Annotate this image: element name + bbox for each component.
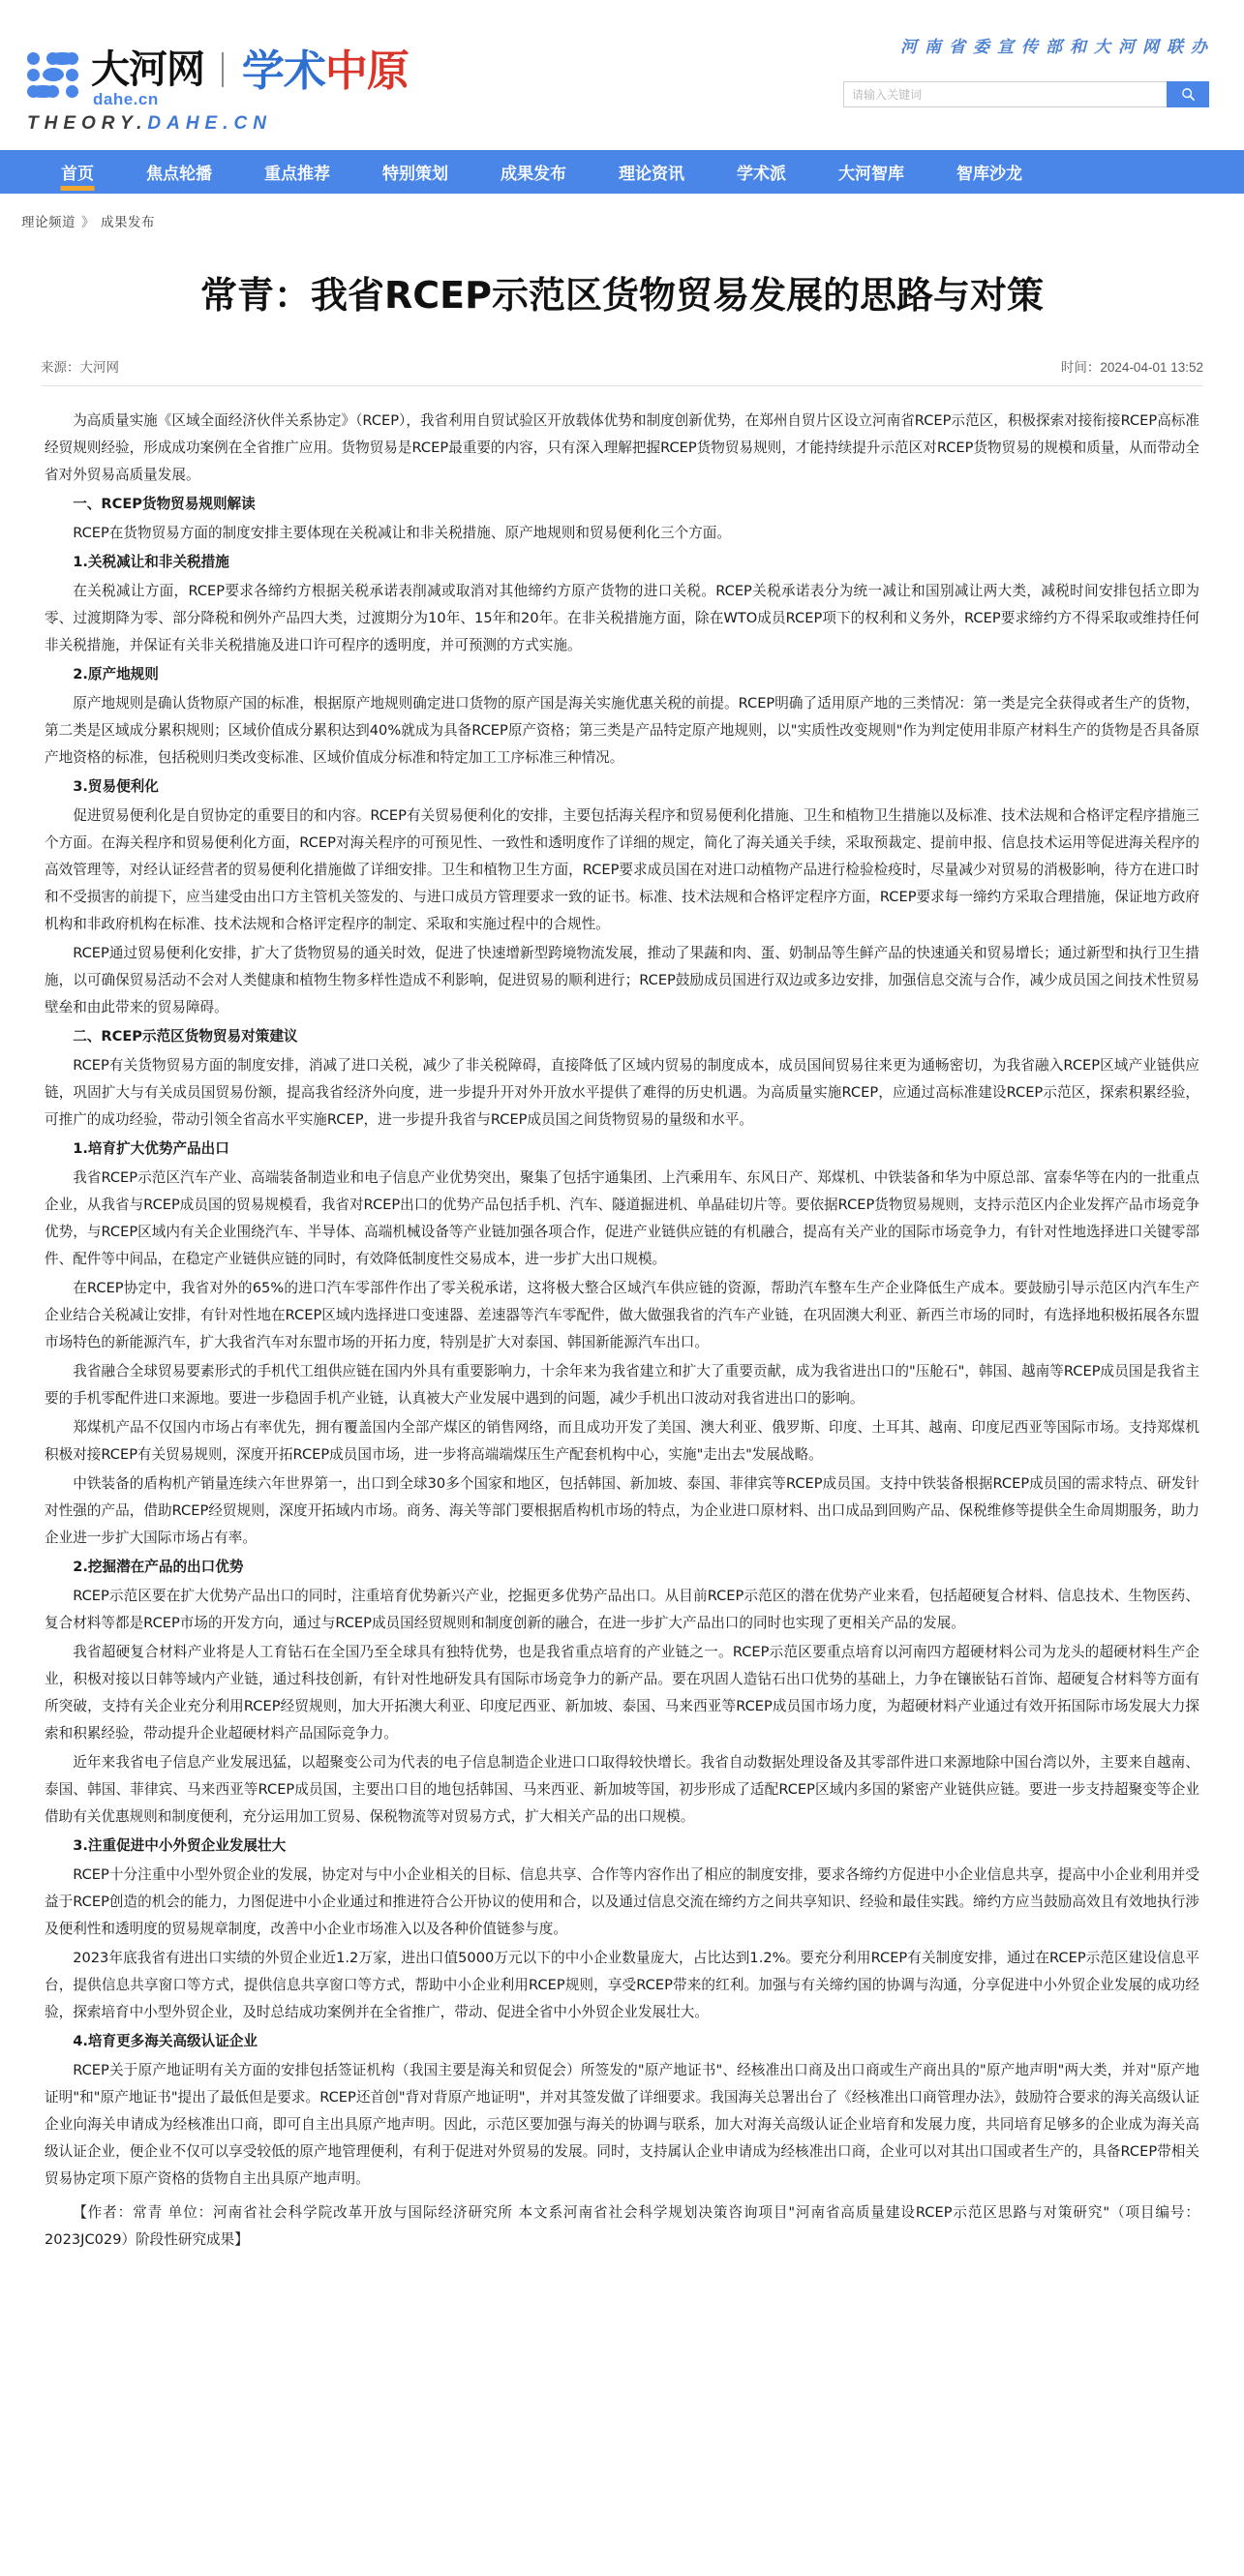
search-icon <box>1181 87 1196 102</box>
article-paragraph-6: 原产地规则是确认货物原产国的标准，根据原产地规则确定进口货物的原产国是海关实施优惠关税的前提。RCEP明确了适用原产地的三类情况：第一类是完全获得或者生产的货物，第二类是区域成分累积规则；区域价值成分累积达到40%就成为具备RCEP原产资格；第三类是产品特定原产地规则，以"实质性改变规则"作为判定使用非原产材料生产的货物是否具备原产地资格的标准，包括税则归类改变标准、区域价值成分标准和特定加工工序标准三种情况。 <box>45 694 1199 766</box>
article-paragraph-23: RCEP十分注重中小型外贸企业的发展，协定对与中小企业相关的目标、信息共享、合作等内容作出了相应的制度安排，要求各缔约方促进中小企业信息共享，提高中小企业利用并受益于RCEP创造的机会的能力，力图促进中小企业通过和推进符合公开协议的使用和合，以及通过信息交流在缔约方之间共享知识、经验和最佳实践。缔约方应当鼓励高效且有效地执行涉及便利性和透明度的贸易规章制度，改善中小企业市场准入以及各种价值链参与度。 <box>45 1866 1199 1938</box>
article-paragraph-13: 我省RCEP示范区汽车产业、高端装备制造业和电子信息产业优势突出，聚集了包括宇通集团、上汽乘用车、东风日产、郑煤机、中铁装备和华为中原总部、富泰华等在内的一批重点企业，从我省与RCEP成员国的贸易规模看，我省对RCEP出口的优势产品包括手机、汽车、隧道掘进机、单晶硅切片等。要依据RCEP货物贸易规则，支持示范区内企业发挥产品市场竞争优势，与RCEP区域内有关企业围绕汽车、半导体、高端机械设备等产业链加强各项合作，促进产业链供应链的有机融合，提高有关产业的国际市场竞争力，有针对性地选择进口关键零部件、配件等中间品，在稳定产业链供应链的同时，有效降低制度性交易成本，进一步扩大出口规模。 <box>45 1168 1199 1267</box>
site-header <box>0 0 1244 150</box>
article-paragraph-18: 2.挖掘潜在产品的出口优势 <box>73 1559 244 1576</box>
brand-subbrand <box>241 46 409 96</box>
article-paragraph-15: 我省融合全球贸易要素形式的手机代工组供应链在国内外具有重要影响力，十余年来为我省建立和扩大了重要贡献，成为我省进出口的"压舱石"，韩国、越南等RCEP成员国是我省主要的手机零配件进口来源地。要进一步稳固手机产业链，认真被大产业发展中遇到的问题，减少手机出口波动对我省进出口的影响。 <box>45 1363 1199 1408</box>
nav-item-2[interactable] <box>238 150 356 194</box>
nav-item-label: 学术派 <box>737 165 786 184</box>
article-paragraph-9: RCEP通过贸易便利化安排，扩大了货物贸易的通关时效，促进了快速增新型跨境物流发展，推动了果蔬和肉、蛋、奶制品等生鲜产品的快速通关和贸易增长；通过新型和执行卫生措施，以可确保贸易活动不会对人类健康和植物生物多样性造成不利影响，促进贸易的顺利进行；RCEP鼓励成员国进行双边或多边安排，加强信息交流与合作，减少成员国之间技术性贸易壁垒和由此带来的贸易障碍。 <box>45 944 1199 1015</box>
nav-item-5[interactable] <box>592 150 711 194</box>
nav-item-label: 成果发布 <box>501 165 566 184</box>
article-paragraph-14: 在RCEP协定中，我省对外的65%的进口汽车零部件作出了零关税承诺，这将极大整合区域汽车供应链的资源，帮助汽车整车生产企业降低生产成本。要鼓励引导示范区内汽车生产企业结合关税减让安排，有针对性地在RCEP区域内选择进口变速器、差速器等汽车零配件，做大做强我省的汽车产业链，在巩固澳大利亚、新西兰市场的同时，有选择地积极拓展各东盟市场特色的新能源汽车，扩大我省汽车对东盟市场的开拓力度，特别是扩大对泰国、韩国新能源汽车出口。 <box>45 1279 1199 1351</box>
header-slogan: 河南省委宣传部和大河网联办 <box>900 38 1215 56</box>
article-paragraph-19: RCEP示范区要在扩大优势产品出口的同时，注重培育优势新兴产业，挖掘更多优势产品出口。从目前RCEP示范区的潜在优势产业来看，包括超硬复合材料、信息技术、生物医药、复合材料等都是RCEP市场的开发方向，通过与RCEP成员国经贸规则和制度创新的融合，在进一步扩大产品出口的同时也实现了更相关产品的发展。 <box>45 1588 1199 1632</box>
article-paragraph-16: 郑煤机产品不仅国内市场占有率优先，拥有覆盖国内全部产煤区的销售网络，而且成功开发了美国、澳大利亚、俄罗斯、印度、土耳其、越南、印度尼西亚等国际市场。支持郑煤机积极对接RCEP有关贸易规则，深度开拓RCEP成员国市场，进一步将高端端煤压生产配套机构中心，实施"走出去"发展战略。 <box>45 1419 1199 1464</box>
nav-item-label: 焦点轮播 <box>146 165 212 184</box>
breadcrumb <box>0 194 1244 230</box>
main-navigation <box>0 150 1244 194</box>
brand-divider <box>222 52 224 87</box>
article-time: 时间：2024-04-01 13:52 <box>1060 359 1203 375</box>
brand-pinyin: dahe.cn <box>93 90 159 108</box>
article-paragraph-20: 我省超硬复合材料产业将是人工育钻石在全国乃至全球具有独特优势，也是我省重点培育的产业链之一。RCEP示范区要重点培育以河南四方超硬材料公司为龙头的超硬材料生产企业，积极对接以日韩等域内产业链，通过科技创新，有针对性地研发具有国际市场竞争力的新产品。要在巩固人造钻石出口优势的基础上，力争在镶嵌钻石首饰、超硬复合材料等方面有所突破，支持有关企业充分利用RCEP经贸规则，加大开拓澳大利亚、印度尼西亚、新加坡、泰国、马来西亚等RCEP成员国市场力度，为超硬材料产业通过有效开拓国际市场发展大力探索和积累经验，带动提升企业超硬材料产品国际竞争力。 <box>45 1644 1199 1743</box>
dahe-dots-icon <box>27 52 81 99</box>
article-paragraph-17: 中铁装备的盾构机产销量连续六年世界第一，出口到全球30多个国家和地区，包括韩国、新加坡、泰国、菲律宾等RCEP成员国。支持中铁装备根据RCEP成员国的需求特点、研发针对性强的产品，借助RCEP经贸规则，深度开拓域内市场。商务、海关等部门要根据盾构机市场的特点，为企业进口原材料、出口成品到回购产品、保税维修等提供全生命周期服务，助力企业进一步扩大国际市场占有率。 <box>45 1475 1199 1547</box>
article-paragraph-8: 促进贸易便利化是自贸协定的重要目的和内容。RCEP有关贸易便利化的安排，主要包括海关程序和贸易便利化措施、卫生和植物卫生措施以及标准、技术法规和合格评定程序措施三个方面。在海关程序和贸易便利化方面，RCEP对海关程序的可预见性、一致性和透明度作了详细的规定，简化了海关通关手续，采取预裁定、提前申报、信息技术运用等促进海关程序的高效管理等，对经认证经营者的贸易便利化措施做了详细安排。卫生和植物卫生方面，RCEP要求成员国在对进口动植物产品进行检验检疫时，尽量减少对贸易的消极影响，待方在进口时和不受损害的前提下，应当建受由出口方主管机关签发的、与进口成员方管理要求一致的证书。标准、技术法规和合格评定程序方面，RCEP要求每一缔约方采取合理措施，保证地方政府机构和非政府机构在标准、技术法规和合格评定程序的制定、采取和实施过程中的合规性。 <box>45 806 1199 932</box>
nav-item-label: 特别策划 <box>382 165 448 184</box>
article-paragraph-5: 2.原产地规则 <box>73 665 159 682</box>
brand-name-cn: 大河网 <box>91 47 204 92</box>
search-button[interactable] <box>1167 81 1209 107</box>
nav-item-6[interactable] <box>711 150 812 194</box>
breadcrumb-section[interactable]: 成果发布 <box>101 215 155 229</box>
article-paragraph-2: RCEP在货物贸易方面的制度安排主要体现在关税减让和非关税措施、原产地规则和贸易便利化三个方面。 <box>73 524 731 541</box>
article-paragraph-0: 为高质量实施《区域全面经济伙伴关系协定》（RCEP），我省利用自贸试验区开放载体优势和制度创新优势，在郑州自贸片区设立河南省RCEP示范区，积极探索对接衔接RCEP高标准经贸规则经验，形成成功案例在全省推广应用。货物贸易是RCEP最重要的内容，只有深入理解把握RCEP货物贸易规则，才能持续提升示范区对RCEP货物贸易的规模和质量，从而带动全省对外贸易高质量发展。 <box>45 411 1199 483</box>
article-paragraph-21: 近年来我省电子信息产业发展迅猛，以超聚变公司为代表的电子信息制造企业进口口取得较快增长。我省自动数据处理设备及其零部件进口来源地除中国台湾以外，主要来自越南、泰国、韩国、菲律宾、马来西亚等RCEP成员国，主要出口目的地包括韩国、马来西亚、新加坡等国，初步形成了适配RCEP区域内多国的紧密产业链供应链。要进一步支持超聚变等企业借助有关优惠规则和制度便利，充分运用加工贸易、保税物流等对贸易方式，扩大相关产品的出口规模。 <box>45 1754 1199 1826</box>
theory-url-domain: DAHE.CN <box>147 113 272 134</box>
nav-item-label: 智库沙龙 <box>956 165 1022 184</box>
article-paragraph-7: 3.贸易便利化 <box>73 777 159 795</box>
article-paragraph-12: 1.培育扩大优势产品出口 <box>73 1139 229 1157</box>
page-body <box>0 194 1244 2285</box>
nav-item-1[interactable] <box>120 150 238 194</box>
article-paragraph-11: RCEP有关货物贸易方面的制度安排，消减了进口关税，减少了非关税障碍，直接降低了区域内贸易的制度成本，成员国间贸易往来更为通畅密切，为我省融入RCEP区域产业链供应链，巩固扩大与有关成员国贸易份额，提高我省经济外向度，进一步提升开对外开放水平提供了难得的历史机遇。为高质量实施RCEP，应通过高标准建设RCEP示范区，探索积累经验，可推广的成功经验，带动引领全省高水平实施RCEP，进一步提升我省与RCEP成员国之间货物贸易的量级和水平。 <box>45 1056 1199 1128</box>
nav-item-label: 重点推荐 <box>264 165 330 184</box>
brand-subbrand-red: 中原 <box>324 46 409 96</box>
nav-item-label: 理论资讯 <box>619 165 684 184</box>
article-paragraph-25: 4.培育更多海关高级认证企业 <box>73 2033 258 2050</box>
article-meta <box>41 356 1203 386</box>
page-title: 常青：我省RCEP示范区货物贸易发展的思路与对策 <box>200 274 1044 317</box>
breadcrumb-channel[interactable]: 理论频道 <box>21 215 76 229</box>
nav-item-8[interactable] <box>930 150 1048 194</box>
article-paragraph-4: 在关税减让方面，RCEP要求各缔约方根据关税承诺表削减或取消对其他缔约方原产货物的进口关税。RCEP关税承诺表分为统一减让和国别减让两大类，减税时间安排包括立即为零、过渡期降为零、部分降税和例外产品四大类，过渡期分为10年、15年和20年。在非关税措施方面，除在WTO成员RCEP项下的权利和义务外，RCEP要求缔约方不得采取或维持任何非关税措施，并保证有关非关税措施及进口许可程序的透明度，并可预测的方式实施。 <box>45 582 1199 653</box>
article-content <box>45 408 1199 2254</box>
site-logo[interactable] <box>27 46 409 108</box>
article-paragraph-27: 【作者：常青 单位：河南省社会科学院改革开放与国际经济研究所 本文系河南省社会科学规划决策咨询项目"河南省高质量建设RCEP示范区思路与对策研究"（项目编号：2023JC029）阶段性研究成果】 <box>45 2203 1199 2248</box>
article-paragraph-24: 2023年底我省有进出口实绩的外贸企业近1.2万家，进出口值5000万元以下的中小企业数量庞大，占比达到1.2%。要充分利用RCEP有关制度安排，通过在RCEP示范区建设信息平台，提供信息共享窗口等方式，提供信息共享窗口等方式，帮助中小企业利用RCEP规则，享受RCEP带来的红利。加强与有关缔约国的协调与沟通，分享促进中小外贸企业发展的成功经验，探索培育中小型外贸企业，及时总结成功案例并在全省推广，带动、促进全省中小外贸企业发展壮大。 <box>45 1950 1199 2021</box>
search-input[interactable] <box>843 81 1167 107</box>
article-paragraph-1: 一、RCEP货物贸易规则解读 <box>73 495 256 512</box>
article-paragraph-22: 3.注重促进中小外贸企业发展壮大 <box>73 1837 287 1855</box>
breadcrumb-separator: 》 <box>81 215 95 229</box>
theory-site-url <box>27 113 272 135</box>
article-paragraph-3: 1.关税减让和非关税措施 <box>73 553 229 570</box>
nav-item-label: 大河智库 <box>838 165 904 184</box>
theory-url-prefix: THEORY. <box>27 113 148 134</box>
nav-item-4[interactable] <box>474 150 592 194</box>
nav-item-7[interactable] <box>812 150 930 194</box>
article-paragraph-10: 二、RCEP示范区货物贸易对策建议 <box>73 1027 298 1045</box>
article-paragraph-26: RCEP关于原产地证明有关方面的安排包括签证机构（我国主要是海关和贸促会）所签发的"原产地证书"、经核准出口商及出口商或生产商出具的"原产地声明"两大类，并对"原产地证明"和"原产地证书"提出了最低但是要求。RCEP还首创"背对背原产地证明"，并对其签发做了详细要求。我国海关总署出台了《经核准出口商管理办法》，鼓励符合要求的海关高级认证企业向海关申请成为经核准出口商，即可自主出具原产地声明。因此，示范区要加强与海关的协调与联系，加大对海关高级认证企业培育和发展力度，共同培育足够多的企业成为海关高级认证企业，便企业不仅可以享受较低的原产地管理便利，有利于促进对外贸易的发展。同时，支持属认企业申请成为经核准出口商，企业可以对其出口国或者生产的，具备RCEP带相关贸易协定项下原产资格的货物自主出具原产地声明。 <box>45 2062 1199 2188</box>
search-box[interactable] <box>843 81 1209 107</box>
nav-item-3[interactable] <box>356 150 474 194</box>
brand-text <box>91 46 409 108</box>
nav-item-label: 首页 <box>61 165 94 184</box>
article-source: 来源：大河网 <box>41 359 119 375</box>
nav-item-0[interactable] <box>35 150 120 194</box>
brand-subbrand-blue: 学术 <box>241 46 325 96</box>
